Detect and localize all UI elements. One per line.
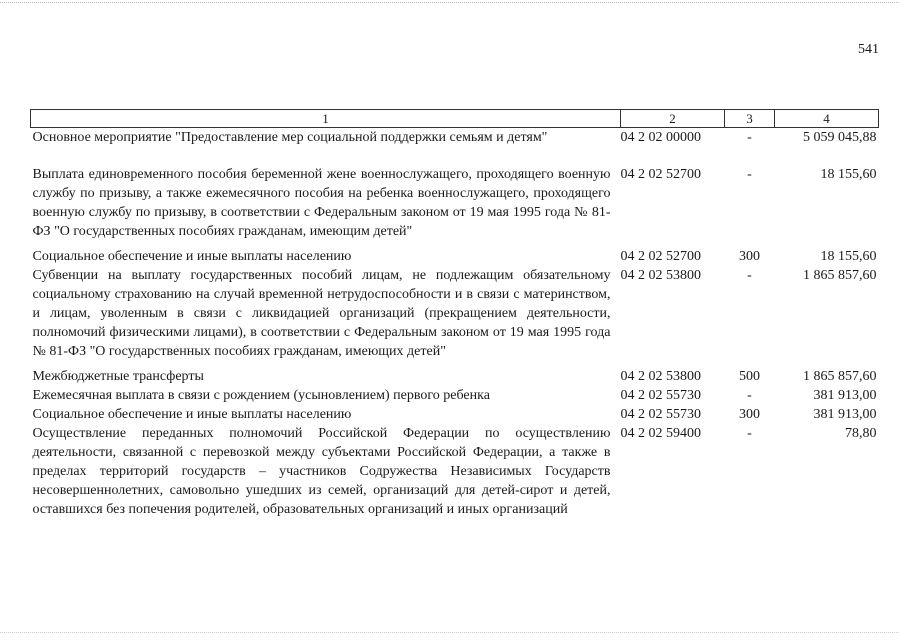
table-row: [31, 128, 879, 166]
table-row: [31, 165, 879, 247]
table-row: [31, 266, 879, 367]
row-type: -: [747, 426, 752, 441]
row-amount: 1 865 857,60: [803, 369, 877, 384]
row-description: Социальное обеспечение и иные выплаты населению: [32, 407, 352, 422]
row-amount: 381 913,00: [813, 388, 877, 403]
row-type: 300: [739, 407, 760, 422]
table-row: [31, 405, 879, 424]
row-amount: 381 913,00: [813, 407, 877, 422]
row-type: -: [747, 388, 752, 403]
row-type: -: [747, 130, 752, 145]
header-col-4: 4: [775, 110, 879, 128]
row-code: 04 2 02 59400: [620, 426, 701, 441]
row-description: Межбюджетные трансферты: [32, 369, 204, 384]
scan-edge-bottom: [0, 632, 899, 634]
table-header-row: [31, 110, 879, 128]
row-amount: 1 865 857,60: [803, 268, 877, 283]
row-description: Осуществление переданных полномочий Российской Федерации по осуществлению деятельности, связанной с перевозкой между субъектами Российской Федерации, а также в пределах территорий государств – участников Содружества Независимых Государств несовершеннолетних, самовольно ушедших из семей, организаций для детей-сирот и детей, оставшихся без попечения родителей, образовательных организаций и иных организаций: [32, 426, 611, 517]
table-row: [31, 367, 879, 386]
row-amount: 18 155,60: [820, 167, 877, 182]
table-row: [31, 247, 879, 266]
row-type: -: [747, 167, 752, 182]
row-description: Ежемесячная выплата в связи с рождением (усыновлением) первого ребенка: [32, 388, 490, 403]
budget-table: [30, 109, 879, 519]
table-row: [31, 386, 879, 405]
row-description: Выплата единовременного пособия беременной жене военнослужащего, проходящего военную службу по призыву, а также ежемесячного пособия на ребенка военнослужащего, проходящего военную службу по призыву, в соответствии с Федеральным законом от 19 мая 1995 года № 81-ФЗ "О государственных пособиях гражданам, имеющим детей": [32, 167, 611, 239]
row-amount: 78,80: [845, 426, 877, 441]
row-code: 04 2 02 00000: [620, 130, 701, 145]
scan-edge-top: [0, 2, 899, 4]
row-type: -: [747, 268, 752, 283]
row-code: 04 2 02 52700: [620, 249, 701, 264]
header-col-2: 2: [621, 110, 725, 128]
row-code: 04 2 02 55730: [620, 407, 701, 422]
row-amount: 18 155,60: [820, 249, 877, 264]
row-amount: 5 059 045,88: [803, 130, 877, 145]
row-code: 04 2 02 55730: [620, 388, 701, 403]
row-description: Социальное обеспечение и иные выплаты населению: [32, 249, 352, 264]
row-type: 300: [739, 249, 760, 264]
row-code: 04 2 02 53800: [620, 268, 701, 283]
header-col-1: 1: [31, 110, 621, 128]
header-col-3: 3: [725, 110, 775, 128]
table-row: [31, 424, 879, 519]
row-type: 500: [739, 369, 760, 384]
row-code: 04 2 02 52700: [620, 167, 701, 182]
row-code: 04 2 02 53800: [620, 369, 701, 384]
page-number: 541: [858, 42, 879, 57]
row-description: Основное мероприятие "Предоставление мер социальной поддержки семьям и детям": [32, 130, 548, 145]
row-description: Субвенции на выплату государственных пособий лицам, не подлежащим обязательному социальному страхованию на случай временной нетрудоспособности и в связи с материнством, и лицам, уволенным в связи с ликвидацией организаций (прекращением деятельности, полномочий физическими лицами), в соответствии с Федеральным законом от 19 мая 1995 года № 81-ФЗ "О государственных пособиях гражданам, имеющих детей": [32, 268, 611, 359]
